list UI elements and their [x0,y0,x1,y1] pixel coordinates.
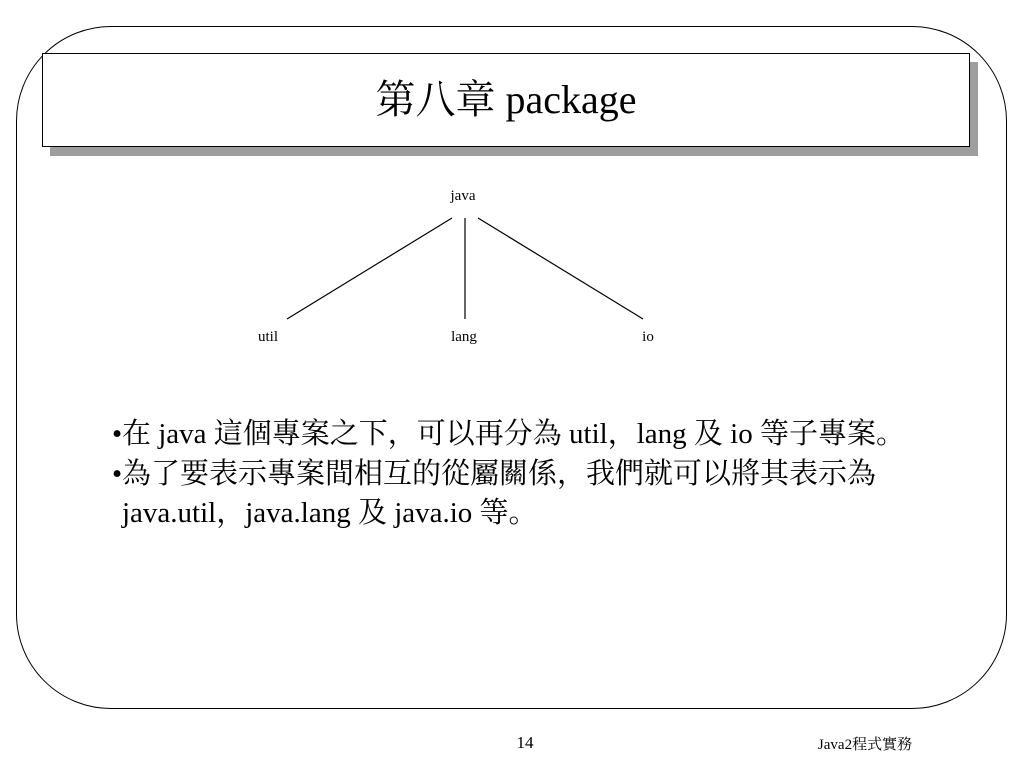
bullet-text: 為了要表示專案間相互的從屬關係，我們就可以將其表示為 java.util，java.lang 及 java.io 等。 [122,458,877,529]
bullet-list [112,415,922,534]
course-name: Java2程式實務 [817,737,913,753]
slide-title: 第八章 package [375,77,637,122]
bullet-text: 在 java 這個專案之下，可以再分為 util，lang 及 io 等子專案。 [122,418,905,450]
tree-node-io: io [642,329,654,345]
bullet-item [112,415,922,454]
title-box [42,53,970,147]
tree-node-java: java [450,188,476,204]
tree-node-lang: lang [451,329,477,345]
bullet-dot: • [112,458,123,490]
tree-node-util: util [257,329,279,345]
bullet-item [112,455,922,533]
page-number: 14 [516,733,534,752]
bullet-dot: • [112,418,123,450]
